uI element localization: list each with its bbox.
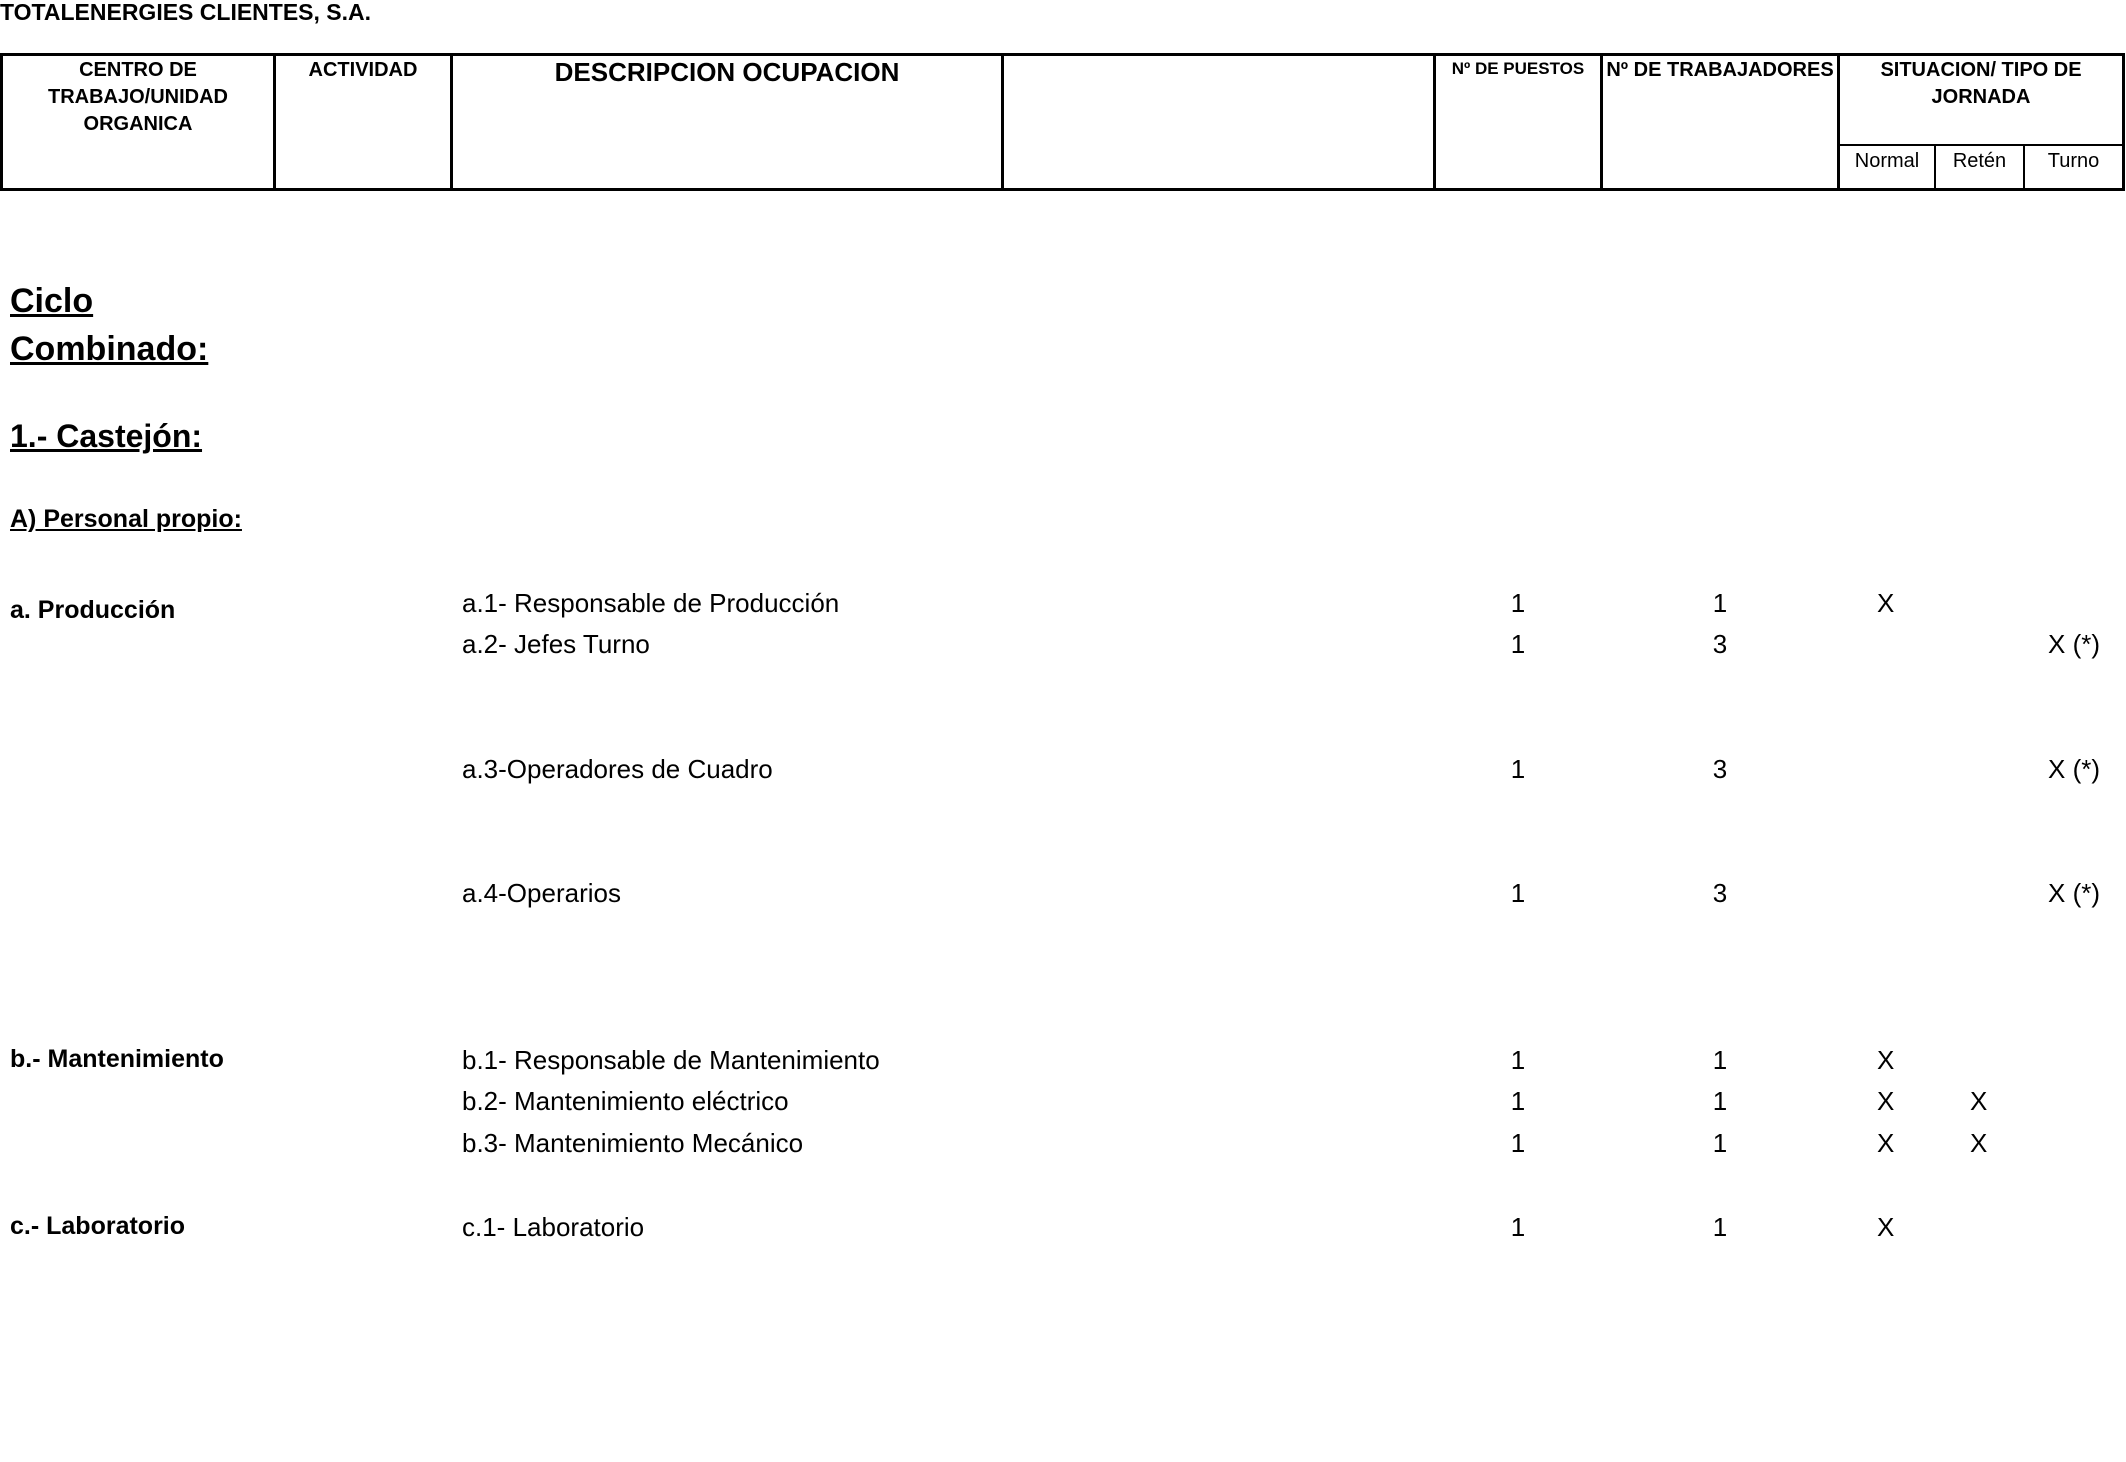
row-trabajadores: 1 (1712, 1212, 1728, 1242)
row-trabajadores: 3 (1712, 878, 1728, 908)
subheader-divider (1837, 144, 2125, 146)
row-puestos: 1 (1510, 878, 1526, 908)
row-puestos: 1 (1510, 1045, 1526, 1075)
row-puestos: 1 (1510, 1128, 1526, 1158)
header-reten: Retén (1952, 150, 2007, 172)
row-description: b.2- Mantenimiento eléctrico (462, 1086, 789, 1116)
row-trabajadores: 3 (1712, 754, 1728, 784)
activity-produccion: a. Producción (10, 596, 176, 624)
header-centro: CENTRO DE TRABAJO/UNIDAD ORGANICA (48, 59, 228, 135)
row-trabajadores: 1 (1712, 1086, 1728, 1116)
row-trabajadores: 1 (1712, 1128, 1728, 1158)
row-puestos: 1 (1510, 629, 1526, 659)
row-normal: X (1877, 588, 1895, 618)
row-description: a.3-Operadores de Cuadro (462, 754, 773, 784)
header-turno: Turno (2047, 150, 2100, 172)
row-reten: X (1970, 1086, 1988, 1116)
row-description: a.4-Operarios (462, 878, 621, 908)
header-table (0, 53, 2125, 191)
row-trabajadores: 1 (1712, 588, 1728, 618)
row-turno: X (*) (2048, 754, 2100, 784)
row-turno: X (*) (2048, 878, 2100, 908)
header-descripcion: DESCRIPCION OCUPACION (554, 57, 900, 87)
col-divider (1001, 53, 1004, 191)
row-normal: X (1877, 1128, 1895, 1158)
row-puestos: 1 (1510, 1086, 1526, 1116)
row-description: b.1- Responsable de Mantenimiento (462, 1045, 880, 1075)
section-title: Ciclo Combinado: (10, 282, 209, 368)
row-normal: X (1877, 1086, 1895, 1116)
personal-heading: A) Personal propio: (10, 505, 242, 533)
site-heading: 1.- Castejón: (10, 418, 203, 454)
header-actividad: ACTIVIDAD (308, 59, 418, 81)
header-normal: Normal (1854, 150, 1920, 172)
row-description: a.1- Responsable de Producción (462, 588, 840, 618)
row-puestos: 1 (1510, 754, 1526, 784)
row-trabajadores: 1 (1712, 1045, 1728, 1075)
row-normal: X (1877, 1045, 1895, 1075)
activity-mantenimiento: b.- Mantenimiento (10, 1045, 224, 1073)
row-description: a.2- Jefes Turno (462, 629, 650, 659)
activity-laboratorio: c.- Laboratorio (10, 1212, 186, 1240)
header-border-bottom (0, 188, 2125, 191)
header-border-top (0, 53, 2125, 56)
row-puestos: 1 (1510, 588, 1526, 618)
header-border-right (2122, 53, 2125, 191)
row-turno: X (*) (2048, 629, 2100, 659)
header-situacion: SITUACION/ TIPO DE JORNADA (1880, 59, 2082, 108)
row-normal: X (1877, 1212, 1895, 1242)
row-trabajadores: 3 (1712, 629, 1728, 659)
row-description: b.3- Mantenimiento Mecánico (462, 1128, 804, 1158)
header-puestos: Nº DE PUESTOS (1451, 59, 1585, 78)
company-name: TOTALENERGIES CLIENTES, S.A. (0, 0, 372, 25)
header-trabajadores: Nº DE TRABAJADORES (1606, 59, 1834, 81)
row-puestos: 1 (1510, 1212, 1526, 1242)
row-reten: X (1970, 1128, 1988, 1158)
row-description: c.1- Laboratorio (462, 1212, 645, 1242)
